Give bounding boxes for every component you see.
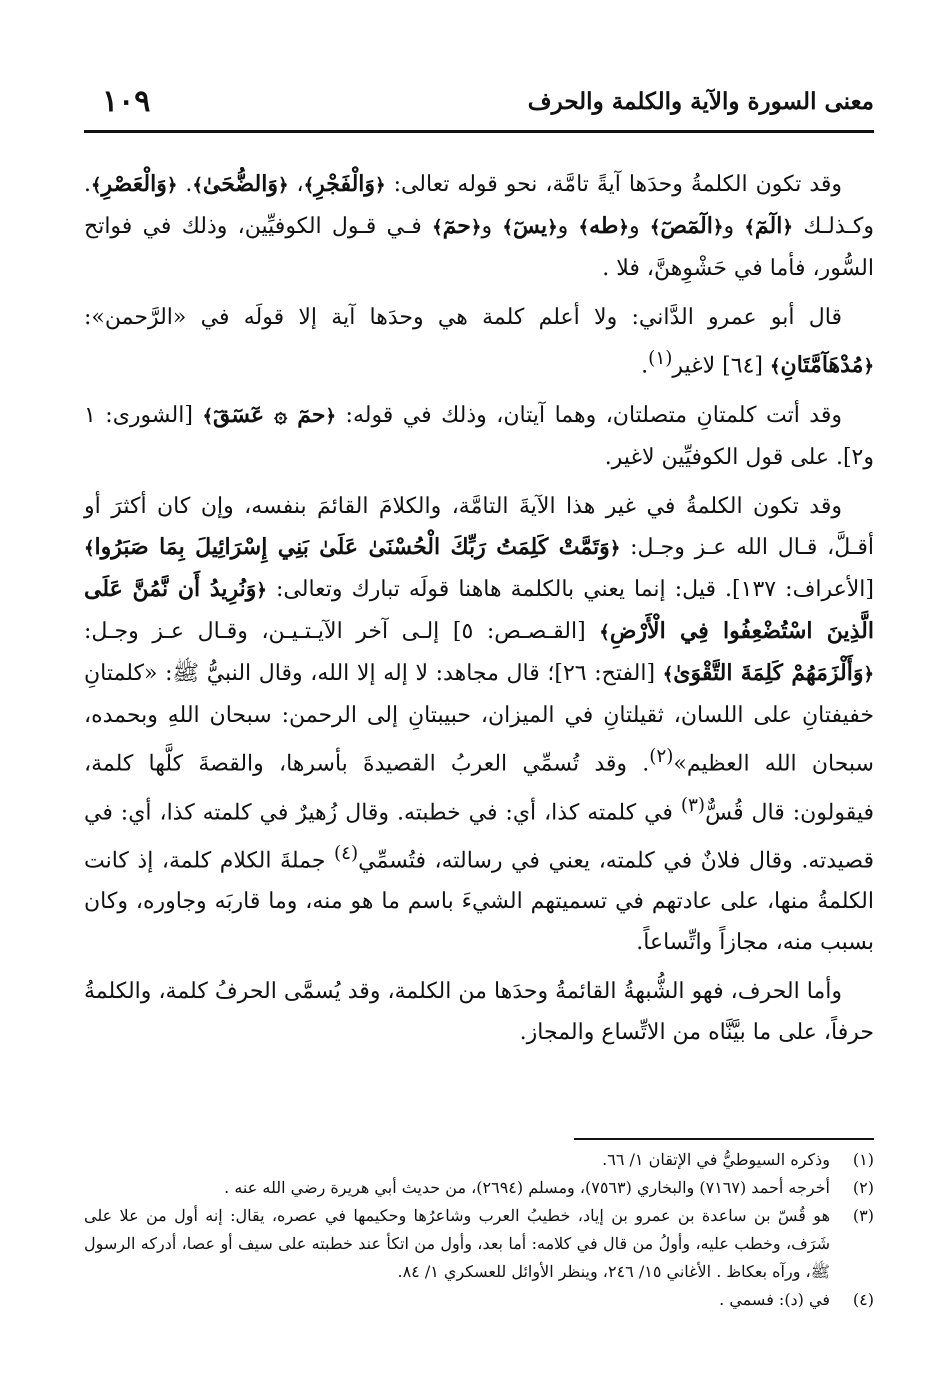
quran-verse: ﴿حمٓ﴾ <box>432 213 482 239</box>
text-segment: في كلمته كذا، أي: في خطبته. وقال زُهيرٌ في كلمته كذا، أي: في قصيدته. وقال فلانٌ في كلمته، يعني في رسالته، فتُسمِّي <box>84 799 875 874</box>
footnote-divider <box>574 1138 874 1140</box>
footnote-marker: (٣) <box>852 1206 874 1225</box>
text-segment: و <box>723 214 735 239</box>
text-segment: وقد أتت كلمتانِ متصلتان، وهما آيتان، وذلك في قوله: <box>345 403 842 429</box>
footnote-ref: (١) <box>648 348 673 369</box>
footnote-ref: (٢) <box>649 746 674 768</box>
footnote <box>84 1146 874 1174</box>
footnote-marker: (٢) <box>852 1178 874 1197</box>
quran-verse: ﴿وَتَمَّتْ كَلِمَتُ رَبِّكَ الْحُسْنَىٰ عَلَىٰ بَنِي إِسْرَائِيلَ بِمَا صَبَرُوا﴾ <box>84 534 621 561</box>
footnote-ref: (٤) <box>333 842 359 864</box>
footnote <box>84 1174 874 1202</box>
text-segment: وقد تكون الكلمةُ وحدَها آيةً تامَّة، نحو قوله تعالى: <box>393 172 843 197</box>
running-title: معنى السورة والآية والكلمة والحرف <box>527 88 874 115</box>
page-number: ١٠٩ <box>102 84 151 119</box>
paragraph <box>84 486 874 963</box>
footnote <box>84 1286 874 1314</box>
footnote-text: هو قُسّ بن ساعدة بن عمرو بن إياد، خطيبُ العرب وشاعرُها وحكيمها في عصره، يقال: إنه أول من علا على شَرَف، وخطب عليه، وأولُ من قال في كلامه: أما بعد، وأول من اتكأ عند خطبته على سيف أو عصا، أدركه الرسول ﷺ، ورآه بعكاظ . الأغاني ١٥/ ٢٤٦، وينظر الأوائل للعسكري ١/ ٨٤. <box>84 1206 830 1281</box>
text-segment: جملةَ الكلام كلمة، إذ كانت الكلمةُ منها، على عادتهم في تسميتهم الشيءَ باسم ما هو منه، وما قاربَه وجاوره، وكان بسبب منه، مجازاً واتِّساعاً. <box>84 848 874 956</box>
footnote-marker: (١) <box>852 1150 874 1169</box>
quran-verse: ﴿طه﴾ <box>578 213 629 239</box>
quran-verse: ﴿وَالضُّحَىٰ﴾ <box>192 171 289 197</box>
quran-verse: ﴿يسٓ﴾ <box>502 213 558 239</box>
text-segment: و <box>481 214 493 239</box>
paragraph <box>84 395 874 478</box>
text-segment: و <box>628 214 640 239</box>
page-header <box>84 78 874 133</box>
quran-verse: ﴿وَالْعَصْرِ﴾ <box>91 171 178 197</box>
text-segment: وقد تكون الكلمةُ في غير هذا الآيةَ التامَّة، والكلامَ القائمَ بنفسه، وإن كان أكثرَ أو أقـلَّ، قـال الله عـز وجـل: <box>84 494 874 561</box>
text-segment: . <box>641 353 649 379</box>
text-segment: [الشورى: ١ و٢]. على قول الكوفيِّين لاغير. <box>84 403 874 471</box>
footnotes-section <box>84 1138 874 1314</box>
footnote-ref: (٣) <box>680 794 706 816</box>
text-segment: قال أبو عمرو الدَّاني: ولا أعلم كلمة هي وحدَها آية إلا قولَه في «الرَّحمن»: <box>84 305 842 330</box>
text-segment: وأما الحرف، فهو الشُّبهةُ القائمةُ وحدَها من الكلمة، وقد يُسمَّى الحرفُ كلمة، والكلمةُ حرفاً، على ما بيَّنَّاه من الاتِّساع والمجاز. <box>84 979 874 1046</box>
quran-verse: ﴿حمٓ ۞ عٓسٓقٓ﴾ <box>202 402 337 429</box>
text-segment: [٦٤] لاغير <box>672 353 763 379</box>
paragraph <box>84 164 874 289</box>
text-segment: و <box>557 214 569 239</box>
quran-verse: ﴿وَأَلْزَمَهُمْ كَلِمَةَ التَّقْوَىٰ﴾ <box>662 660 875 687</box>
paragraph <box>84 297 874 387</box>
quran-verse: ﴿الٓمٓصٓ﴾ <box>649 213 724 239</box>
text-segment: فـي قـول الكوفيِّين، وذلك في فواتح السُّور، فأما في حَشْوِهنَّ، فلا . <box>84 214 874 281</box>
text-segment: [الفتح: ٢٦]؛ قال مجاهد: لا إله إلا الله، وقال النبيُّ ﷺ: «كلمتانِ خفيفتانِ على اللسان، ثقيلتانِ في الميزان، حبيبتانِ إلى الرحمن: سبحان اللهِ وبحمده، سبحان الله العظيم» <box>84 661 874 777</box>
quran-verse: ﴿وَنُرِيدُ أَن نَّمُنَّ عَلَى الَّذِينَ اسْتُضْعِفُوا فِي الْأَرْضِ﴾ <box>84 576 874 645</box>
text-segment: . <box>185 172 193 197</box>
footnote <box>84 1202 874 1286</box>
paragraph <box>84 971 874 1053</box>
footnote-text: في (د): فسمي . <box>719 1290 830 1309</box>
footnote-text: أخرجه أحمد (٧١٦٧) والبخاري (٧٥٦٣)، ومسلم (٢٦٩٤)، من حديث أبي هريرة رضي الله عنه . <box>224 1178 830 1197</box>
quran-verse: ﴿وَالْفَجْرِ﴾ <box>303 171 386 197</box>
footnote-marker: (٤) <box>852 1290 874 1309</box>
quran-verse: ﴿مُدْهَآمَّتَانِ﴾ <box>769 352 874 379</box>
main-text <box>84 164 874 1061</box>
text-segment: ، <box>296 172 304 197</box>
quran-verse: ﴿الٓمٓ﴾ <box>744 213 793 239</box>
footnote-text: وذكره السيوطيُّ في الإتقان ١/ ٦٦. <box>602 1150 830 1169</box>
text-segment: . وقد تُسمِّي العربُ القصيدةَ بأسرها، والقصةَ كلَّها كلمة، فيقولون: قال قُسٌّ <box>84 751 874 825</box>
text-segment: . وكـذلـك <box>84 172 874 239</box>
text-segment: [القـصـص: ٥] إلـى آخر الآيـتـيـن، وقـال عـز وجـل: <box>84 619 586 645</box>
text-segment: [الأعراف: ١٣٧]. قيل: إنما يعني بالكلمة هاهنا قولَه تبارك وتعالى: <box>276 577 874 603</box>
